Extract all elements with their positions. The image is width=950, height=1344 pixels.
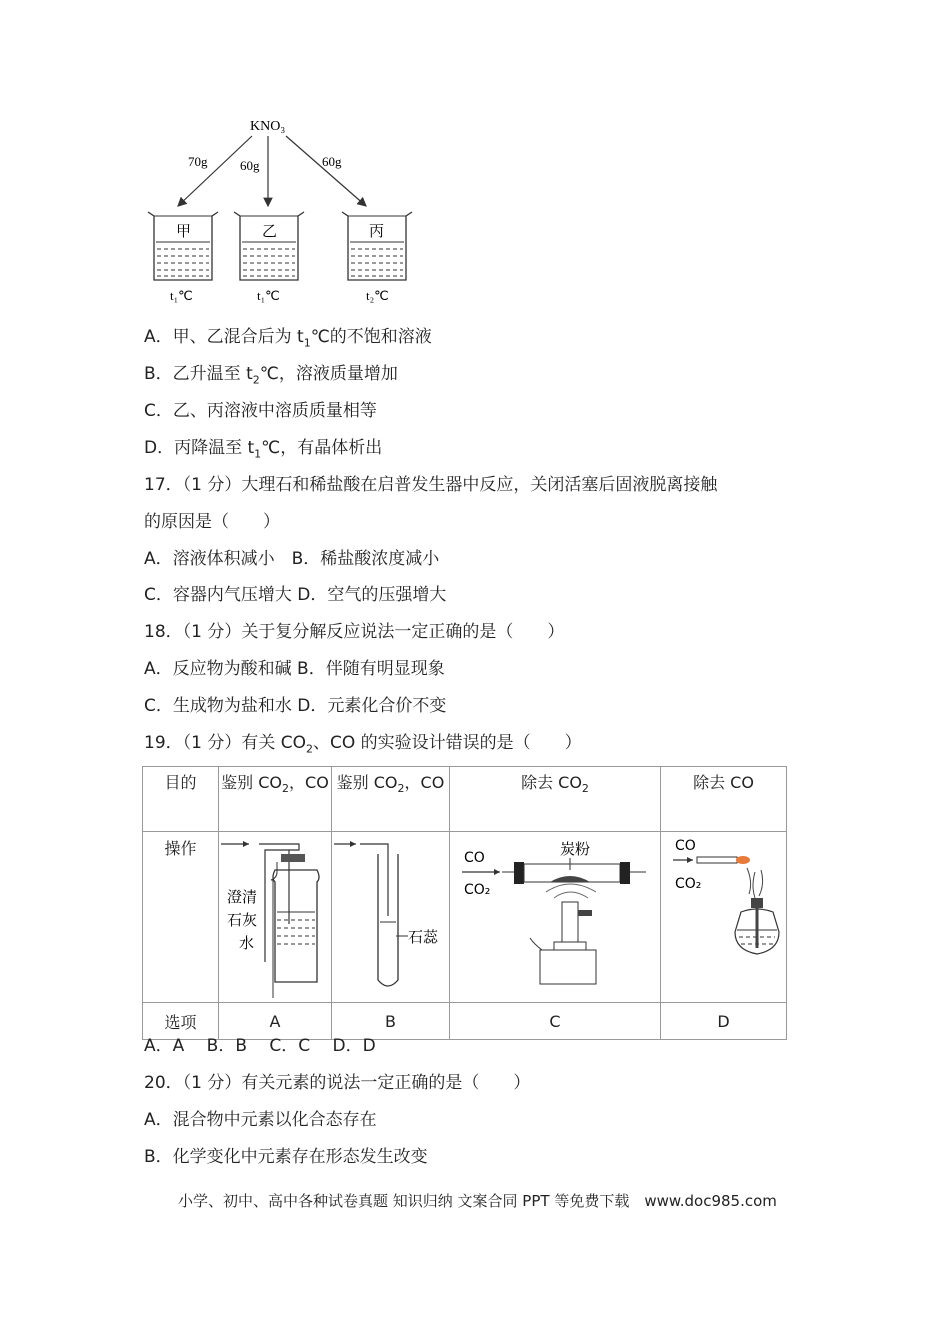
arrow-label-mid: 60g [240, 158, 260, 173]
q17-options-row1: A．溶液体积减小 B．稀盐酸浓度减小 [144, 549, 440, 569]
q17-stem-line1: 17．（1 分）大理石和稀盐酸在启普发生器中反应，关闭活塞后固液脱离接触 [144, 475, 718, 495]
q19-opt-b: B [332, 1003, 450, 1040]
q19-head-label: 目的 [143, 767, 219, 832]
q20-stem: 20．（1 分）有关元素的说法一定正确的是（ ） [144, 1073, 531, 1093]
carbon-label: 炭粉 [560, 840, 591, 858]
limewater-label-3: 水 [239, 934, 255, 952]
beaker-bing [342, 212, 412, 303]
q16-option-c: C．乙、丙溶液中溶质质量相等 [144, 401, 377, 421]
q20-option-b: B．化学变化中元素存在形态发生改变 [144, 1147, 428, 1167]
c-co-label: CO [464, 850, 485, 866]
q19-op-b [332, 832, 450, 1003]
c-co2-label: CO₂ [464, 882, 491, 898]
spirit-lamp-diagram [661, 832, 787, 998]
q19-opt-a: A [219, 1003, 332, 1040]
kno3-beaker-figure [140, 108, 430, 308]
q18-options-row2: C．生成物为盐和水 D．元素化合价不变 [144, 696, 447, 716]
q17-stem-line2: 的原因是（ ） [144, 512, 280, 532]
litmus-tube-diagram [332, 832, 450, 998]
footer-text: 小学、初中、高中各种试卷真题 知识归纳 文案合同 PPT 等免费下载 www.doc985.com [178, 1192, 777, 1210]
q16-option-b: B．乙升温至 $t_2℃$，溶液质量增加 [144, 364, 398, 387]
q19-op-c [450, 832, 661, 1003]
limewater-label-2: 石灰 [227, 911, 258, 929]
beaker-yi-label: 乙 [262, 222, 278, 240]
q19-op-label: 操作 [143, 832, 219, 1003]
q20-option-a: A．混合物中元素以化合态存在 [144, 1110, 377, 1130]
beaker-jia-label: 甲 [176, 222, 192, 240]
limewater-bottle-diagram [219, 832, 332, 998]
q19-opt-c: C [450, 1003, 661, 1040]
q16-option-a: A．甲、乙混合后为 $t_1℃$的不饱和溶液 [144, 327, 432, 350]
q18-stem: 18．（1 分）关于复分解反应说法一定正确的是（ ） [144, 622, 565, 642]
q17-options-row2: C．容器内气压增大 D．空气的压强增大 [144, 585, 447, 605]
beaker-jia-temp: t₁℃ [170, 288, 193, 303]
q19-table [142, 766, 787, 1040]
beaker-yi [234, 212, 304, 303]
q19-opt-d: D [661, 1003, 787, 1040]
q18-options-row1: A．反应物为酸和碱 B．伴随有明显现象 [144, 659, 445, 679]
limewater-label-1: 澄清 [227, 888, 258, 906]
q19-opt-label: 选项 [143, 1003, 219, 1040]
beaker-yi-temp: t₁℃ [257, 288, 280, 303]
arrow-label-right: 60g [322, 154, 342, 169]
beaker-bing-temp: t₂℃ [366, 288, 389, 303]
beaker-bing-label: 丙 [369, 222, 385, 240]
d-co2-label: CO₂ [675, 876, 702, 892]
q19-stem: 19．（1 分）有关 $CO_2$、CO 的实验设计错误的是（ ） [144, 733, 582, 756]
q19-op-d [661, 832, 787, 1003]
d-co-label: CO [675, 838, 696, 854]
q19-head-c: 除去 $CO_2$ [450, 767, 661, 832]
beaker-jia [148, 212, 218, 303]
arrow-label-left: 70g [188, 154, 208, 169]
kno3-label: KNO₃ [250, 119, 286, 134]
q19-head-a: 鉴别 $CO_2$，CO [219, 767, 332, 832]
q16-option-d: D．丙降温至 $t_1℃$，有晶体析出 [144, 438, 383, 461]
q19-head-d: 除去 CO [661, 767, 787, 832]
q19-answers: A．A B．B C．C D．D [144, 1036, 376, 1056]
carbon-tube-diagram [450, 832, 661, 998]
litmus-label: 石蕊 [408, 928, 439, 946]
arrow-right [286, 136, 366, 206]
q19-head-b: 鉴别 $CO_2$，CO [332, 767, 450, 832]
q19-op-a [219, 832, 332, 1003]
